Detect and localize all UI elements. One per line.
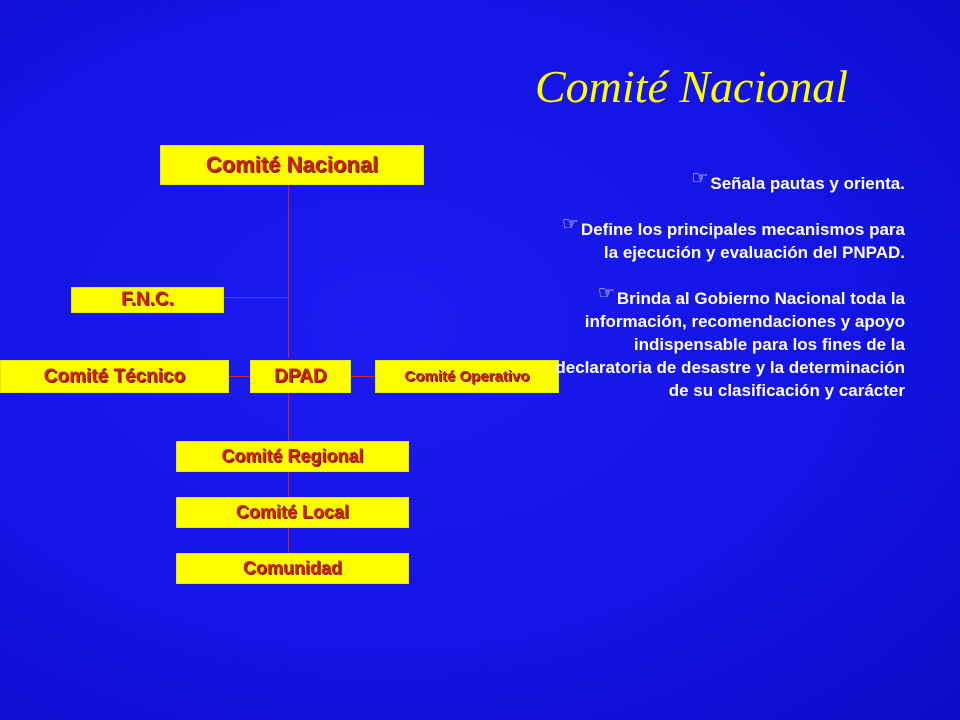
bullet-item <box>545 167 905 195</box>
connector-regional-to-local <box>288 472 289 497</box>
connector-dpad-to-regional <box>288 393 289 441</box>
connector-fnc <box>224 297 289 298</box>
bullet-list <box>545 167 905 425</box>
pointing-hand-icon: ☞ <box>597 282 615 304</box>
box-comite-nacional: Comité Nacional <box>160 145 424 185</box>
box-comunidad: Comunidad <box>176 553 409 584</box>
pointing-hand-icon: ☞ <box>691 167 709 189</box>
box-fnc: F.N.C. <box>71 287 224 313</box>
box-comite-regional: Comité Regional <box>176 441 409 472</box>
bullet-text: Define los principales mecanismos para la ejecución y evaluación del PNPAD. <box>580 220 905 262</box>
box-comite-local: Comité Local <box>176 497 409 528</box>
bullet-item <box>545 213 905 264</box>
connector-local-to-comunidad <box>288 528 289 553</box>
slide-title: Comité Nacional <box>535 61 849 112</box>
connector-dpad-operativo <box>351 376 375 377</box>
box-comite-tecnico: Comité Técnico <box>0 360 229 393</box>
connector-tecnico-dpad <box>229 376 250 377</box>
bullet-text: Brinda al Gobierno Nacional toda la información, recomendaciones y apoyo indispensable para los fines de la declaratoria de desastre y la determinación de su clasificación y carácter <box>555 289 905 400</box>
box-dpad: DPAD <box>250 360 351 393</box>
pointing-hand-icon: ☞ <box>561 213 579 235</box>
connector-top-to-dpad <box>288 185 289 358</box>
bullet-text: Señala pautas y orienta. <box>710 174 905 193</box>
box-comite-operativo: Comité Operativo <box>375 360 559 393</box>
bullet-item <box>545 282 905 402</box>
